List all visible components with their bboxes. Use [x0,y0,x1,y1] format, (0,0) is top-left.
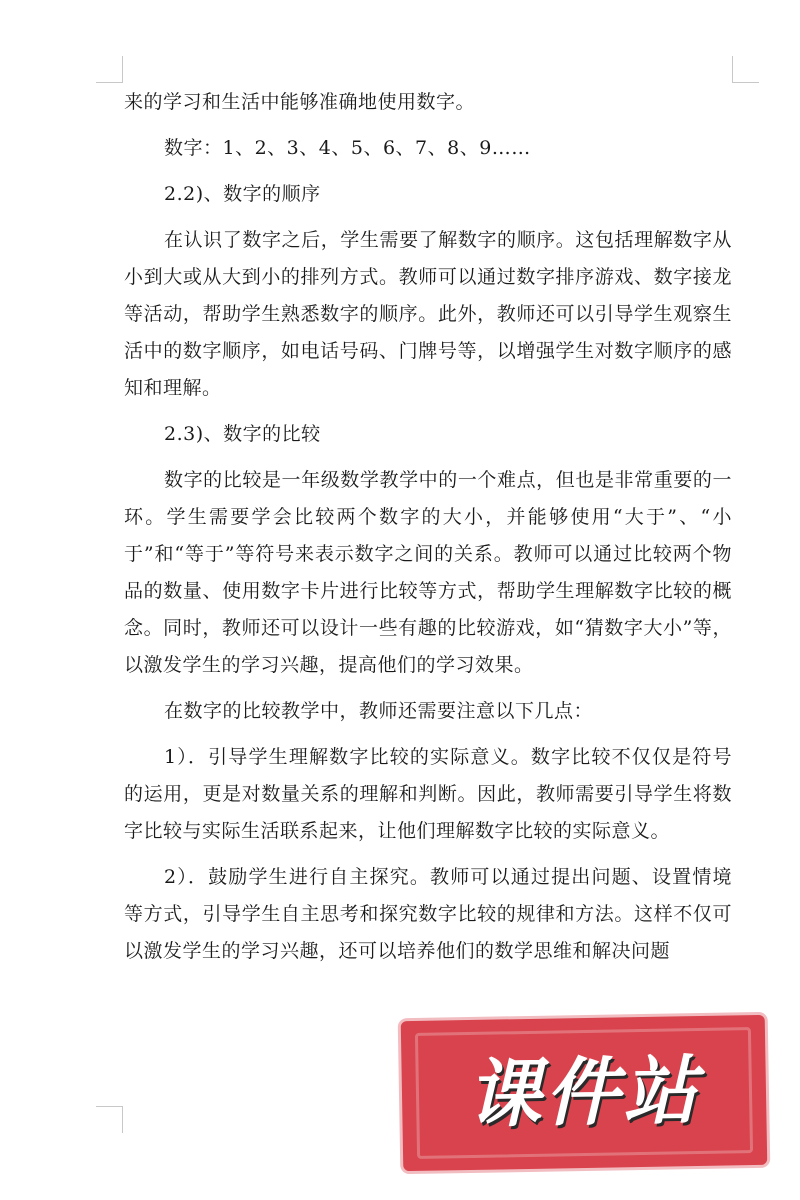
paragraph-continuation: 来的学习和生活中能够准确地使用数字。 [124,91,476,113]
paragraph-point-2: 2）．鼓励学生进行自主探究。教师可以通过提出问题、设置情境等方式，引导学生自主思考和探究数字比较的规律和方法。这样不仅可以激发学生的学习兴趣，还可以培养他们的数学思维和解决问题 [124,866,732,962]
paragraph-number-order: 在认识了数字之后，学生需要了解数字的顺序。这包括理解数字从小到大或从大到小的排列方式。教师可以通过数字排序游戏、数字接龙等活动，帮助学生熟悉数字的顺序。此外，教师还可以引导学生观察生活中的数字顺序，如电话号码、门牌号等，以增强学生对数字顺序的感知和理解。 [124,229,732,399]
margin-mark-top-right [732,56,759,83]
document-body [124,84,732,979]
margin-mark-top-left [96,56,123,83]
margin-mark-bottom-left [96,1106,123,1133]
watermark-text: 课件站 [466,1047,702,1139]
paragraph-point-1: 1）．引导学生理解数字比较的实际意义。数字比较不仅仅是符号的运用，更是对数量关系的理解和判断。因此，教师需要引导学生将数字比较与实际生活联系起来，让他们理解数字比较的实际意义。 [124,746,732,842]
paragraph-digits: 数字：1、2、3、4、5、6、7、8、9…… [164,137,531,159]
paragraph-number-comparison: 数字的比较是一年级数学教学中的一个难点，但也是非常重要的一环。学生需要学会比较两个数字的大小，并能够使用“大于”、“小于”和“等于”等符号来表示数字之间的关系。教师可以通过比较两个物品的数量、使用数字卡片进行比较等方式，帮助学生理解数字比较的概念。同时，教师还可以设计一些有趣的比较游戏，如“猜数字大小”等，以激发学生的学习兴趣，提高他们的学习效果。 [124,469,732,676]
section-heading-2-2: 2.2)、数字的顺序 [164,183,321,205]
section-heading-2-3: 2.3)、数字的比较 [164,423,321,445]
paragraph-notes-intro: 在数字的比较教学中，教师还需要注意以下几点： [164,700,594,722]
watermark-stamp [401,1015,768,1171]
